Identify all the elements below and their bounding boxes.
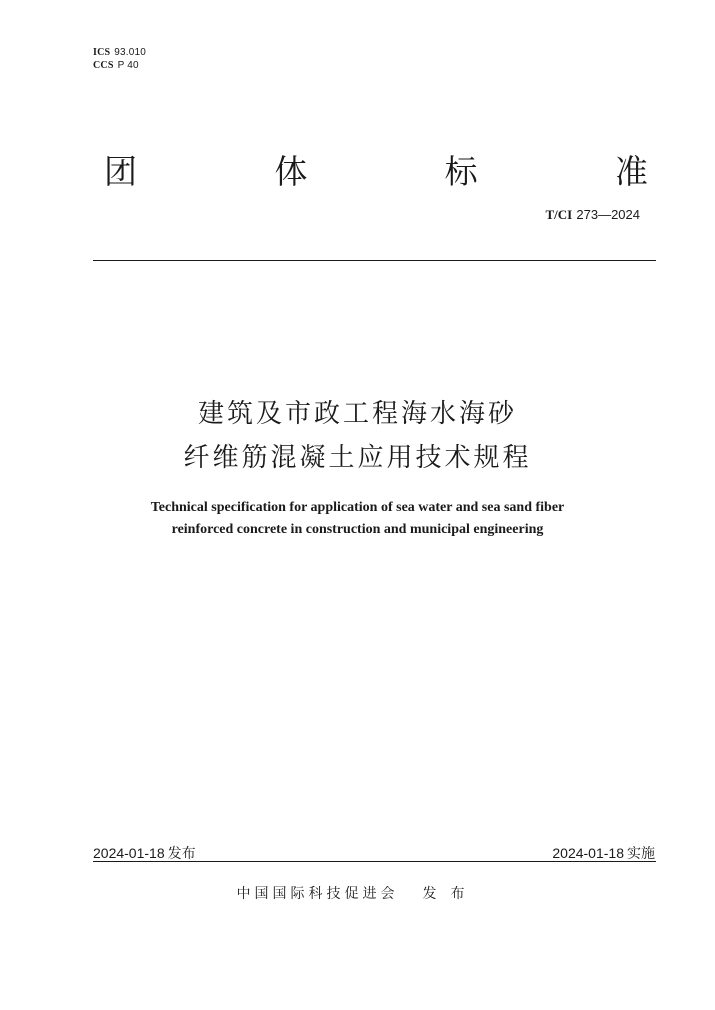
standard-type-heading — [104, 152, 648, 192]
implementation-date-value: 2024-01-18 — [552, 845, 624, 861]
publisher-name: 中国国际科技促进会 — [236, 886, 399, 902]
standard-number-code: 273—2024 — [576, 207, 640, 222]
issue-date — [93, 843, 196, 863]
ccs-value: P 40 — [117, 60, 139, 71]
implementation-date — [552, 843, 655, 863]
ccs-label: CCS — [93, 60, 114, 71]
english-title-line-2: reinforced concrete in construction and municipal engineering — [171, 522, 544, 537]
ics-label: ICS — [93, 47, 111, 58]
issue-date-label: 发布 — [167, 846, 196, 862]
standard-type-char: 标 — [444, 152, 478, 191]
publisher-action: 发布 — [422, 886, 479, 902]
publisher-line — [0, 883, 715, 903]
standard-number-prefix: T/CI — [545, 207, 573, 222]
chinese-title-line-2: 纤维筋混凝土应用技术规程 — [183, 443, 532, 473]
ics-code — [93, 46, 146, 59]
standard-type-char: 准 — [614, 152, 648, 191]
ccs-code — [93, 59, 146, 72]
classification-codes — [93, 46, 146, 72]
header-divider — [93, 260, 656, 261]
standard-type-char: 团 — [104, 152, 137, 191]
issue-date-value: 2024-01-18 — [93, 845, 165, 861]
standard-number — [546, 207, 641, 223]
ics-value: 93.010 — [114, 47, 147, 58]
standard-type-char: 体 — [274, 152, 308, 191]
footer-divider — [93, 861, 656, 862]
chinese-title-line-1: 建筑及市政工程海水海砂 — [197, 399, 517, 429]
implementation-date-label: 实施 — [627, 846, 655, 862]
english-title-line-1: Technical specification for application of sea water and sea sand fiber — [150, 500, 565, 515]
